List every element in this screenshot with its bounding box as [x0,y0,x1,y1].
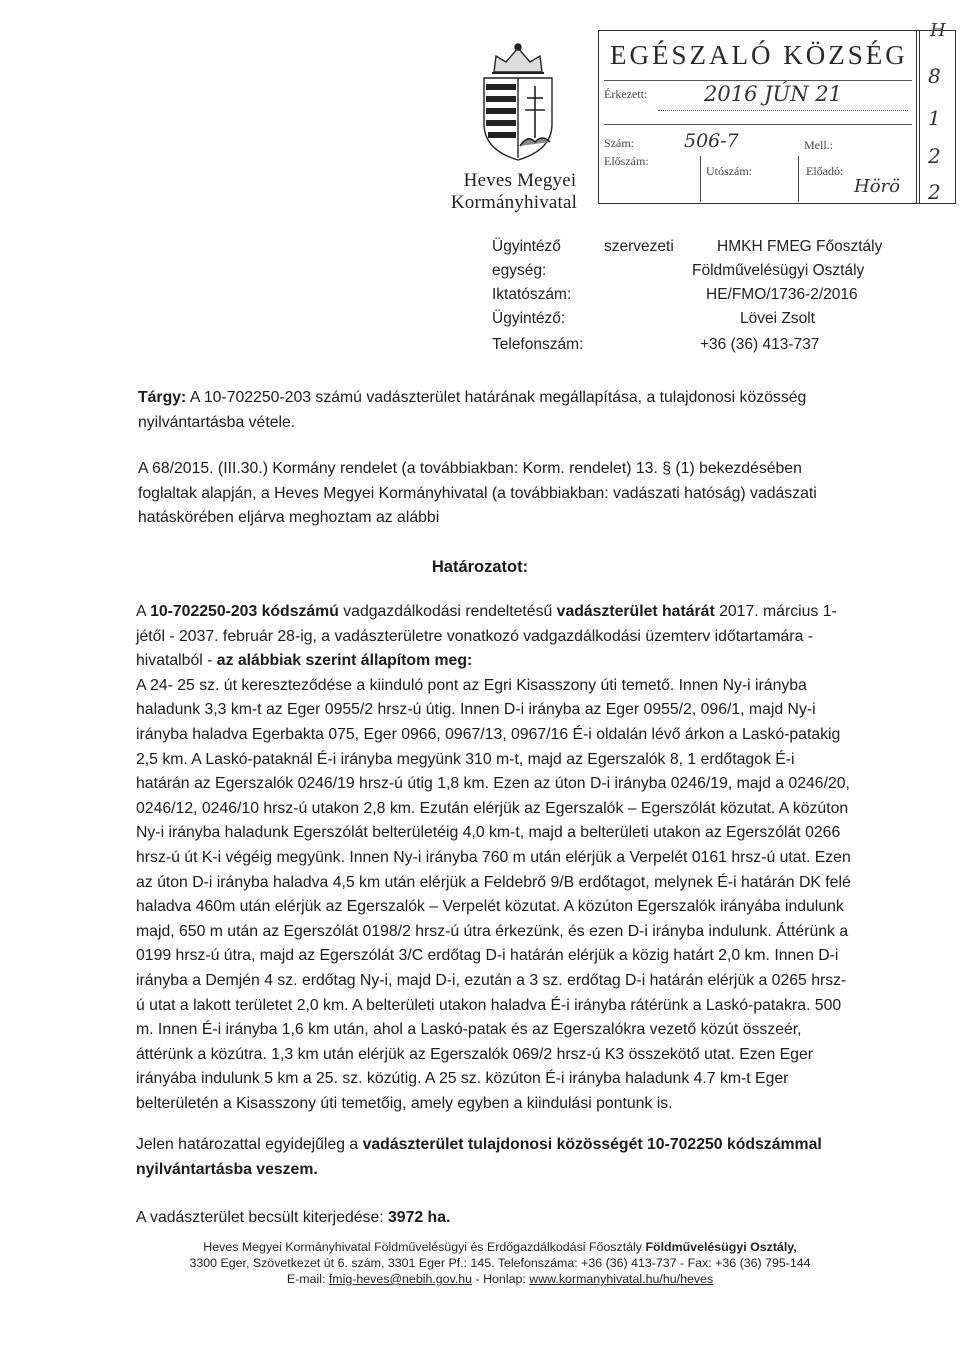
footer-line2: 3300 Eger, Szövetkezet út 6. szám, 3301 Eger Pf.: 145. Telefonszáma: +36 (36) 413-737 - Fax: +36 (36) 795-144 [189,1256,811,1270]
boundary-line: hrsz-ú út K-i végéig megyünk. Innen Ny-i irányba 760 m után elérjük a Verpelét 0161 hrsz-ú utat. Ezen [136,848,851,866]
decision-l1-a: A [136,603,151,620]
intro-paragraph [138,457,898,531]
stamp-right-col-2: 8 [928,64,941,88]
unit-value-1: HMKH FMEG Főosztály [717,238,883,255]
intro-line3: hatáskörében eljárva meghoztam az alábbi [138,509,440,527]
footer-email-label: E-mail: [286,1272,329,1286]
case-info-block [492,238,912,368]
stamp-received-label: Érkezett: [604,87,648,101]
area-label: A vadászterület becsült kiterjedése: [136,1209,389,1226]
boundary-line: határán az Egerszalók 0246/19 hrsz-ú útig 1,8 km. Ezen az úton D-i irányba 0246/19, majd a 0246/20, [136,775,850,793]
boundary-line: Ny-i irányba haladunk Egerszólát belterületéig 4,0 km-t, majd a belterületi utakon az Egerszólát 0266 [136,824,841,842]
registry-line2: nyilvántartásba veszem. [136,1160,318,1178]
decision-code: 10-702250-203 kódszámú [150,603,339,620]
officer-value: Lövei Zsolt [740,310,815,327]
stamp-title: EGÉSZALÓ KÖZSÉG [610,40,908,70]
registration-stamp [598,20,956,204]
office-name-line2: Kormányhivatal [450,192,578,213]
stamp-right-col-5: 2 [928,180,941,204]
intro-line2: foglaltak alapján, a Heves Megyei Kormányhivatal (a továbbiakban: vadászati hatóság) vadászati [138,484,817,502]
stamp-handler-signature: Hörö [854,176,900,197]
footer-line1-a: Heves Megyei Kormányhivatal Földművelésügyi és Erdőgazdálkodási Főosztály [203,1240,646,1254]
stamp-handler-label: Előadó: [806,164,844,178]
boundary-line: 2,5 km. A Laskó-pataknál É-i irányba megyünk 310 m-t, majd az Egerszalók 8, 1 erdőtagok É-i [136,750,795,768]
unit-label-a: Ügyintéző [492,238,561,255]
boundary-line: 0246/12, 0246/10 hrsz-ú utakon 2,8 km. Ezután elérjük az Egerszalók – Egerszólát közutat. A közúton [136,799,849,817]
area-value: 3972 ha. [388,1209,451,1226]
decision-paragraph [136,600,896,1116]
footer-email-link[interactable]: fmig-heves@nebih.gov.hu [328,1272,473,1286]
stamp-number-value: 506-7 [684,130,739,152]
stamp-number-label: Szám: [604,136,634,150]
boundary-line: haladva 460m után elérjük az Egerszalók – Verpelét közutat. A közúton Egerszalók irányába indulunk [136,898,844,916]
subject-block [138,386,888,435]
decision-boundary: vadászterület határát [556,603,715,620]
boundary-line: áttérünk a közútra. 1,3 km után elérjük az Egerszalók 069/2 hrsz-ú K3 összekötő utat. Ezen Eger [136,1045,813,1063]
officer-label: Ügyintéző: [492,310,566,327]
decision-l1-c: vadgazdálkodási rendeltetésű [338,603,557,620]
boundary-line: majd, 650 m után az Egerszólát 0198/2 hrsz-ú útra érkezünk, és ezen D-i irányba indulunk. Áttérünk a [136,922,849,940]
boundary-line: m. Innen É-i irányba 1,6 km után, ahol a Laskó-patak és az Egerszalókra vezető közút összeér, [136,1021,802,1039]
stamp-prior-label: Előszám: [604,154,649,168]
registry-paragraph [136,1133,896,1182]
subject-label: Tárgy: [138,389,187,406]
footer-web-label: - Honlap: [472,1272,530,1286]
boundary-line: haladunk 3,3 km-t az Eger 0955/2 hrsz-ú útig. Innen D-i irányba az Eger 0955/2, 096/1, majd Ny-i [136,701,816,719]
boundary-line: belterületén a Kisasszony úti temetőig, amely egyben a kiindulási pontunk is. [136,1094,673,1112]
unit-label-b: szervezeti [604,238,674,255]
unit-label-c: egység: [492,262,547,279]
registry-l1-a: Jelen határozattal egyidejűleg a [136,1136,363,1153]
footer [150,1239,850,1287]
boundary-line: ú utat a lakott területet 2,0 km. A belterületi utakon haladva É-i irányba rátérünk a Laskó-patakra. 500 [136,996,842,1014]
coat-of-arms-logo [472,42,564,164]
file-number-label: Iktatószám: [492,286,572,303]
stamp-attachment-label: Mell.: [804,138,833,152]
stamp-next-label: Utószám: [706,164,752,178]
phone-label: Telefonszám: [492,336,584,353]
boundary-line: irányba haladva Egerbakta 075, Eger 0966, 0967/13, 0967/16 É-i oldalán lévő árkon a Laskó-patakig [136,725,841,743]
decision-l3-a: hivatalból - [136,652,217,670]
stamp-received-value: 2016 JÚN 21 [704,82,843,106]
unit-value-2: Földművelésügyi Osztály [692,262,865,279]
stamp-right-col-3: 1 [928,106,941,130]
decision-line2: jétől - 2037. február 28-ig, a vadászterületre vonatkozó vadgazdálkodási üzemterv időtartamára - [136,627,813,645]
registry-l1-b: vadászterület tulajdonosi közösségét 10-702250 kódszámmal [362,1136,822,1153]
stamp-right-col-4: 2 [928,144,941,168]
boundary-line: 0199 hrsz-ú útra, majd az Egerszólát 3/C erdőtag D-i határán elérjük a közig határt 2,0 km. Innen D-i [136,947,839,965]
subject-line1: A 10-702250-203 számú vadászterület határának megállapítása, a tulajdonosi közösség [189,389,807,406]
decision-l3-b: az alábbiak szerint állapítom meg: [216,652,473,670]
decision-heading: Határozatot: [431,558,529,576]
boundary-line: A 24- 25 sz. út kereszteződése a kiinduló pont az Egri Kisasszony úti temető. Innen Ny-i irányba [136,676,807,694]
stamp-right-col-1: H [930,20,946,41]
boundary-line: az úton D-i irányba haladva 4,5 km után elérjük a Feldebrő 9/B erdőtagot, melynek É-i határán DK felé [136,873,851,891]
footer-web-link[interactable]: www.kormanyhivatal.hu/hu/heves [529,1272,714,1286]
decision-l1-e: 2017. március 1- [714,603,837,620]
area-line [136,1206,896,1231]
boundary-line: irányába indulunk 5 km a 25. sz. közútig. A 25 sz. közúton É-i irányba haladunk 4.7 km-t Eger [136,1070,789,1088]
file-number-value: HE/FMO/1736-2/2016 [706,286,858,303]
phone-value: +36 (36) 413-737 [700,336,820,353]
intro-line1: A 68/2015. (III.30.) Kormány rendelet (a továbbiakban: Korm. rendelet) 13. § (1) bekezdésében [138,460,802,477]
office-name-line1: Heves Megyei [463,170,577,191]
footer-line1-b: Földművelésügyi Osztály, [645,1240,797,1254]
subject-line2: nyilvántartásba vétele. [138,413,296,431]
boundary-line: irányba a Demjén 4 sz. erdőtag Ny-i, majd D-i, ezután a 3 sz. erdőtag D-i határán elérjük a 0265 hrsz- [136,971,847,989]
